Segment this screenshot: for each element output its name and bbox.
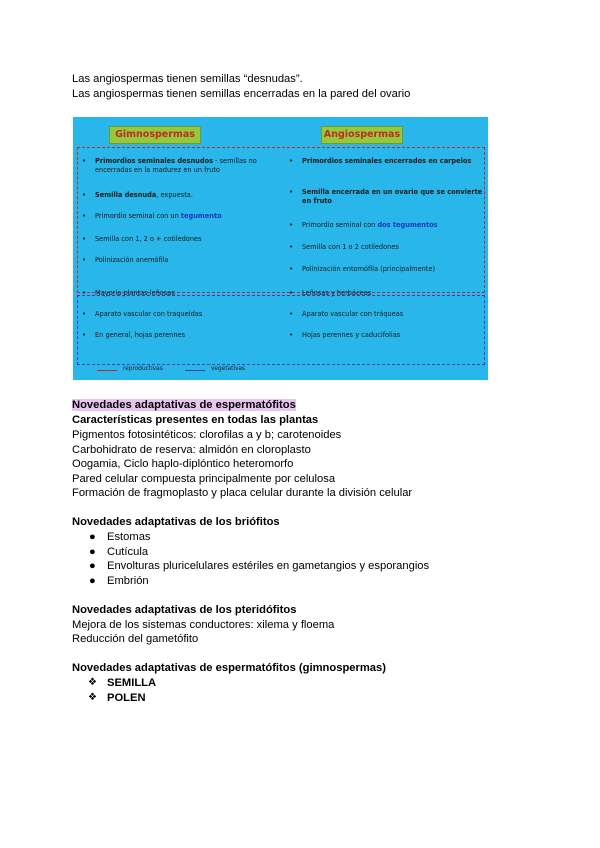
item-bold: Semilla desnuda — [95, 191, 157, 199]
right-veg-item — [289, 331, 401, 340]
text-line: Formación de fragmoplasto y placa celular durante la división celular — [72, 487, 413, 499]
right-repro-item — [289, 265, 436, 274]
highlighted-title: Novedades adaptativas de espermatófitos — [72, 399, 296, 411]
item-emph: tegumento — [180, 212, 222, 220]
item-text: Aparato vascular con traqueidas — [95, 310, 203, 318]
item-bold: Primordios seminales desnudos — [95, 157, 214, 165]
bullet-icon: • — [82, 191, 87, 199]
item-text: Primordio seminal con un — [95, 212, 181, 220]
item-bold: Semilla encerrada en un ovario que se convierte — [302, 188, 483, 196]
subsection-title: Características presentes en todas las plantas — [72, 414, 319, 426]
legend-veg-label: vegetativas — [211, 366, 245, 372]
right-repro-item — [289, 243, 399, 252]
item-bold: Primordios seminales encerrados en carpelos — [302, 157, 472, 165]
section-title: Novedades adaptativas de los briófitos — [72, 516, 280, 528]
vegetative-box — [77, 295, 485, 365]
right-repro-item — [289, 188, 483, 206]
right-repro-item — [289, 157, 472, 166]
text-line: Pared celular compuesta principalmente por celulosa — [72, 473, 336, 485]
intro-line-1: Las angiospermas tienen semillas “desnudas”. — [72, 73, 303, 85]
bullet-icon: • — [82, 235, 87, 243]
item-text: Leñosas y herbáceas — [302, 289, 372, 297]
left-repro-item — [82, 235, 202, 244]
text-line: Oogamia, Ciclo haplo-diplóntico heteromorfo — [72, 458, 294, 470]
item-text: Primordio seminal con — [302, 221, 378, 229]
bullet-icon: • — [289, 265, 294, 273]
item-text: Polinización entomófila (principalmente) — [302, 265, 436, 273]
legend-repro-label: reproductivas — [123, 366, 163, 372]
left-repro-item — [82, 256, 169, 265]
bullet-icon: • — [82, 331, 87, 339]
bullet-icon: ● — [89, 575, 96, 587]
bullet-icon: ● — [89, 531, 96, 543]
header-gimnospermas: Gimnospermas — [109, 126, 201, 144]
list-item: Envolturas pluricelulares estériles en gametangios y esporangios — [107, 560, 430, 572]
right-veg-item — [289, 310, 404, 319]
intro-line-2: Las angiospermas tienen semillas encerradas en la pared del ovario — [72, 88, 411, 100]
bullet-icon: • — [289, 289, 294, 297]
legend-repro-swatch — [97, 370, 117, 371]
header-angiospermas: Angiospermas — [321, 126, 403, 144]
item-line2: en fruto — [302, 197, 332, 205]
bullet-icon: • — [289, 243, 294, 251]
bullet-icon: • — [289, 221, 294, 229]
item-text: Polinización anemófila — [95, 256, 169, 264]
diamond-bullet-icon: ❖ — [88, 677, 97, 688]
item-line2: encerradas en la madurez en un fruto — [95, 166, 220, 174]
list-item: Estomas — [107, 531, 151, 543]
item-emph: dos tegumentos — [377, 221, 438, 229]
bullet-icon: • — [82, 157, 87, 165]
item-text: Semilla con 1, 2 o + cotiledones — [95, 235, 202, 243]
bullet-icon: • — [289, 188, 294, 196]
bullet-icon: • — [82, 212, 87, 220]
text-line: Mejora de los sistemas conductores: xilema y floema — [72, 619, 335, 631]
item-rest: , expuesta. — [156, 191, 193, 199]
left-repro-item — [82, 157, 275, 175]
item-rest: - semillas no — [213, 157, 257, 165]
bullet-icon: ● — [89, 560, 96, 572]
list-item: POLEN — [107, 692, 146, 704]
right-repro-item — [289, 221, 438, 230]
bullet-icon: • — [289, 331, 294, 339]
bullet-icon: ● — [89, 546, 96, 558]
item-text: Mayoría plantas leñosas — [95, 289, 175, 297]
left-repro-item — [82, 212, 222, 221]
left-veg-item — [82, 310, 203, 319]
section-title — [72, 398, 296, 412]
item-text: Hojas perennes y caducifolias — [302, 331, 401, 339]
bullet-icon: • — [289, 310, 294, 318]
text-line: Pigmentos fotosintéticos: clorofilas a y b; carotenoides — [72, 429, 342, 441]
item-text: Aparato vascular con tráqueas — [302, 310, 404, 318]
bullet-icon: • — [289, 157, 294, 165]
list-item: Cutícula — [107, 546, 149, 558]
bullet-icon: • — [82, 256, 87, 264]
item-text: En general, hojas perennes — [95, 331, 186, 339]
comparison-figure — [73, 117, 488, 380]
section-title: Novedades adaptativas de los pteridófitos — [72, 604, 297, 616]
left-repro-item — [82, 191, 193, 200]
text-line: Reducción del gametófito — [72, 633, 199, 645]
list-item: SEMILLA — [107, 677, 157, 689]
left-veg-item — [82, 289, 175, 298]
item-text: Semilla con 1 o 2 cotiledones — [302, 243, 399, 251]
legend-veg-swatch — [185, 370, 205, 371]
section-title: Novedades adaptativas de espermatófitos (gimnospermas) — [72, 662, 386, 674]
list-item: Embrión — [107, 575, 149, 587]
left-veg-item — [82, 331, 186, 340]
text-line: Carbohidrato de reserva: almidón en cloroplasto — [72, 444, 311, 456]
bullet-icon: • — [82, 310, 87, 318]
right-veg-item — [289, 289, 372, 298]
diamond-bullet-icon: ❖ — [88, 692, 97, 703]
bullet-icon: • — [82, 289, 87, 297]
